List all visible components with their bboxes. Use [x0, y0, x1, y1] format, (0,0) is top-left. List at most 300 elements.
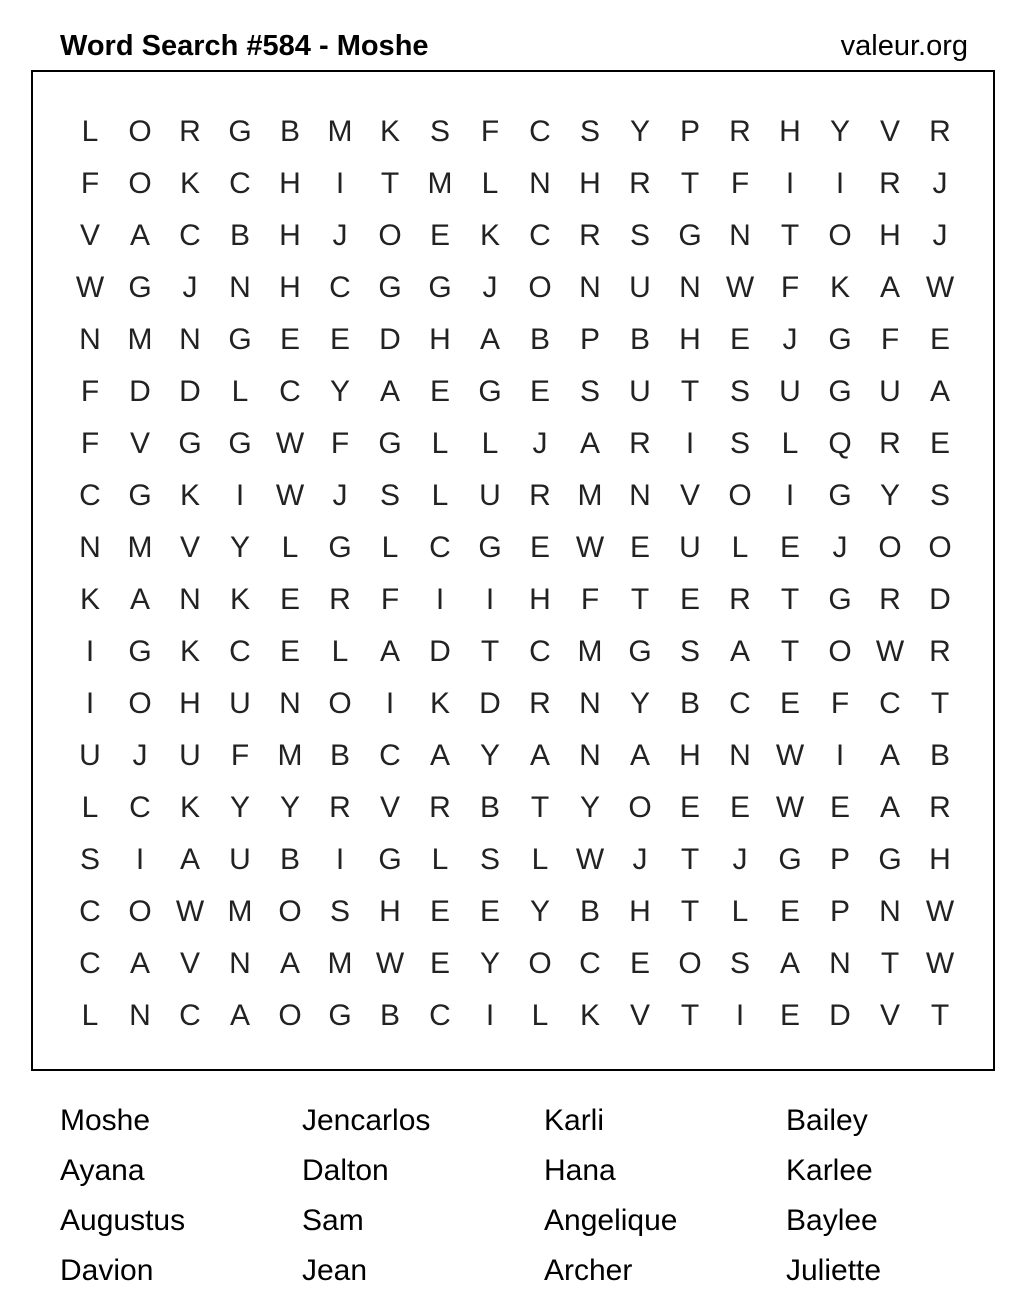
grid-cell[interactable]: C [79, 895, 101, 928]
grid-cell[interactable]: T [680, 999, 700, 1032]
grid-cell[interactable]: I [485, 583, 495, 616]
grid-cell[interactable]: O [628, 791, 652, 824]
grid-cell[interactable]: A [879, 791, 900, 824]
grid-cell[interactable]: Y [879, 479, 900, 512]
grid-cell[interactable]: W [925, 895, 955, 928]
grid-cell[interactable]: U [179, 739, 201, 772]
grid-cell[interactable]: O [528, 271, 552, 304]
grid-cell[interactable]: F [830, 687, 850, 720]
grid-cell[interactable]: A [229, 999, 250, 1032]
grid-cell[interactable]: C [79, 479, 101, 512]
grid-cell[interactable]: I [135, 843, 145, 876]
grid-cell[interactable]: E [529, 375, 550, 408]
grid-cell[interactable]: E [279, 635, 300, 668]
grid-cell[interactable]: S [629, 219, 650, 252]
grid-cell[interactable]: T [930, 999, 950, 1032]
grid-cell[interactable]: A [129, 219, 150, 252]
grid-cell[interactable]: O [878, 531, 902, 564]
grid-cell[interactable]: C [429, 999, 451, 1032]
grid-cell[interactable]: C [879, 687, 901, 720]
grid-cell[interactable]: B [279, 115, 300, 148]
grid-cell[interactable]: U [879, 375, 901, 408]
grid-cell[interactable]: N [579, 739, 601, 772]
grid-cell[interactable]: L [481, 427, 499, 460]
grid-cell[interactable]: F [880, 323, 900, 356]
grid-cell[interactable]: O [378, 219, 402, 252]
grid-cell[interactable]: M [127, 323, 153, 356]
grid-cell[interactable]: B [329, 739, 350, 772]
grid-cell[interactable]: G [378, 843, 402, 876]
grid-cell[interactable]: C [529, 219, 551, 252]
grid-cell[interactable]: W [275, 427, 305, 460]
grid-cell[interactable]: L [81, 115, 99, 148]
grid-cell[interactable]: L [531, 843, 549, 876]
grid-cell[interactable]: B [529, 323, 550, 356]
grid-cell[interactable]: C [529, 115, 551, 148]
grid-cell[interactable]: O [928, 531, 952, 564]
grid-cell[interactable]: V [629, 999, 650, 1032]
grid-cell[interactable]: Y [579, 791, 600, 824]
grid-cell[interactable]: K [179, 791, 200, 824]
grid-cell[interactable]: D [929, 583, 951, 616]
grid-cell[interactable]: A [429, 739, 450, 772]
grid-cell[interactable]: G [828, 583, 852, 616]
grid-cell[interactable]: E [929, 427, 950, 460]
grid-cell[interactable]: R [879, 583, 901, 616]
grid-cell[interactable]: Y [529, 895, 550, 928]
grid-cell[interactable]: O [278, 999, 302, 1032]
grid-cell[interactable]: S [679, 635, 700, 668]
grid-cell[interactable]: J [532, 427, 548, 460]
grid-cell[interactable]: L [231, 375, 249, 408]
grid-cell[interactable]: W [575, 531, 605, 564]
grid-cell[interactable]: F [580, 583, 600, 616]
grid-cell[interactable]: R [929, 635, 951, 668]
grid-cell[interactable]: C [229, 635, 251, 668]
grid-cell[interactable]: F [730, 167, 750, 200]
grid-cell[interactable]: C [179, 219, 201, 252]
grid-cell[interactable]: S [579, 375, 600, 408]
site-name[interactable]: valeur.org [840, 30, 968, 62]
grid-cell[interactable]: G [778, 843, 802, 876]
grid-cell[interactable]: J [632, 843, 648, 876]
grid-cell[interactable]: N [229, 947, 251, 980]
grid-cell[interactable]: U [629, 375, 651, 408]
grid-cell[interactable]: I [335, 843, 345, 876]
grid-cell[interactable]: N [279, 687, 301, 720]
grid-cell[interactable]: L [481, 167, 499, 200]
grid-cell[interactable]: A [179, 843, 200, 876]
grid-cell[interactable]: U [479, 479, 501, 512]
grid-cell[interactable]: I [85, 687, 95, 720]
grid-cell[interactable]: B [679, 687, 700, 720]
grid-cell[interactable]: W [925, 271, 955, 304]
grid-cell[interactable]: K [179, 635, 200, 668]
grid-cell[interactable]: S [429, 115, 450, 148]
grid-cell[interactable]: A [879, 271, 900, 304]
grid-cell[interactable]: F [780, 271, 800, 304]
grid-cell[interactable]: E [279, 583, 300, 616]
grid-cell[interactable]: T [680, 895, 700, 928]
grid-cell[interactable]: J [182, 271, 198, 304]
grid-cell[interactable]: F [380, 583, 400, 616]
grid-cell[interactable]: E [529, 531, 550, 564]
grid-cell[interactable]: H [879, 219, 901, 252]
grid-cell[interactable]: K [829, 271, 850, 304]
grid-cell[interactable]: O [528, 947, 552, 980]
grid-cell[interactable]: W [925, 947, 955, 980]
grid-cell[interactable]: N [179, 583, 201, 616]
grid-cell[interactable]: I [735, 999, 745, 1032]
grid-cell[interactable]: R [929, 115, 951, 148]
grid-cell[interactable]: E [479, 895, 500, 928]
grid-cell[interactable]: T [680, 843, 700, 876]
grid-cell[interactable]: O [828, 635, 852, 668]
grid-cell[interactable]: L [281, 531, 299, 564]
grid-cell[interactable]: E [679, 791, 700, 824]
grid-cell[interactable]: J [782, 323, 798, 356]
grid-cell[interactable]: G [178, 427, 202, 460]
grid-cell[interactable]: G [378, 271, 402, 304]
grid-cell[interactable]: T [630, 583, 650, 616]
grid-cell[interactable]: R [429, 791, 451, 824]
grid-cell[interactable]: W [275, 479, 305, 512]
grid-cell[interactable]: T [380, 167, 400, 200]
grid-cell[interactable]: W [75, 271, 105, 304]
grid-cell[interactable]: O [128, 167, 152, 200]
grid-cell[interactable]: C [429, 531, 451, 564]
grid-cell[interactable]: H [679, 739, 701, 772]
grid-cell[interactable]: A [529, 739, 550, 772]
grid-cell[interactable]: G [878, 843, 902, 876]
grid-cell[interactable]: U [229, 843, 251, 876]
grid-cell[interactable]: I [835, 167, 845, 200]
grid-cell[interactable]: W [775, 791, 805, 824]
grid-cell[interactable]: Q [828, 427, 852, 460]
grid-cell[interactable]: G [328, 999, 352, 1032]
grid-cell[interactable]: Y [479, 739, 500, 772]
grid-cell[interactable]: L [431, 843, 449, 876]
grid-cell[interactable]: E [329, 323, 350, 356]
grid-cell[interactable]: A [729, 635, 750, 668]
grid-cell[interactable]: W [725, 271, 755, 304]
grid-cell[interactable]: M [427, 167, 453, 200]
grid-cell[interactable]: N [79, 323, 101, 356]
grid-cell[interactable]: A [779, 947, 800, 980]
grid-cell[interactable]: G [228, 115, 252, 148]
grid-cell[interactable]: E [429, 375, 450, 408]
grid-cell[interactable]: R [329, 791, 351, 824]
grid-cell[interactable]: A [129, 583, 150, 616]
grid-cell[interactable]: G [828, 375, 852, 408]
grid-cell[interactable]: L [431, 427, 449, 460]
grid-cell[interactable]: A [629, 739, 650, 772]
grid-cell[interactable]: J [482, 271, 498, 304]
grid-cell[interactable]: G [428, 271, 452, 304]
grid-cell[interactable]: B [479, 791, 500, 824]
grid-cell[interactable]: B [629, 323, 650, 356]
grid-cell[interactable]: G [228, 427, 252, 460]
grid-cell[interactable]: G [328, 531, 352, 564]
grid-cell[interactable]: G [828, 323, 852, 356]
grid-cell[interactable]: Y [279, 791, 300, 824]
grid-cell[interactable]: M [227, 895, 253, 928]
grid-cell[interactable]: U [779, 375, 801, 408]
grid-cell[interactable]: G [628, 635, 652, 668]
grid-cell[interactable]: J [332, 219, 348, 252]
grid-cell[interactable]: T [930, 687, 950, 720]
grid-cell[interactable]: R [879, 167, 901, 200]
grid-cell[interactable]: E [629, 531, 650, 564]
grid-cell[interactable]: I [685, 427, 695, 460]
grid-cell[interactable]: T [480, 635, 500, 668]
grid-cell[interactable]: I [435, 583, 445, 616]
grid-cell[interactable]: P [829, 895, 850, 928]
grid-cell[interactable]: D [829, 999, 851, 1032]
grid-cell[interactable]: I [835, 739, 845, 772]
grid-cell[interactable]: T [780, 635, 800, 668]
grid-cell[interactable]: D [379, 323, 401, 356]
grid-cell[interactable]: G [678, 219, 702, 252]
grid-cell[interactable]: H [679, 323, 701, 356]
grid-cell[interactable]: M [577, 479, 603, 512]
grid-cell[interactable]: H [279, 271, 301, 304]
grid-cell[interactable]: S [929, 479, 950, 512]
grid-cell[interactable]: F [80, 167, 100, 200]
grid-cell[interactable]: S [479, 843, 500, 876]
grid-cell[interactable]: Y [829, 115, 850, 148]
grid-cell[interactable]: K [579, 999, 600, 1032]
grid-cell[interactable]: N [79, 531, 101, 564]
grid-cell[interactable]: E [779, 531, 800, 564]
grid-cell[interactable]: I [335, 167, 345, 200]
grid-cell[interactable]: B [279, 843, 300, 876]
grid-cell[interactable]: V [179, 947, 200, 980]
grid-cell[interactable]: S [79, 843, 100, 876]
grid-cell[interactable]: A [929, 375, 950, 408]
grid-cell[interactable]: A [279, 947, 300, 980]
grid-cell[interactable]: K [179, 479, 200, 512]
grid-cell[interactable]: N [579, 271, 601, 304]
grid-cell[interactable]: C [279, 375, 301, 408]
grid-cell[interactable]: B [929, 739, 950, 772]
grid-cell[interactable]: B [379, 999, 400, 1032]
grid-cell[interactable]: E [779, 687, 800, 720]
grid-cell[interactable]: C [129, 791, 151, 824]
grid-cell[interactable]: R [529, 687, 551, 720]
grid-cell[interactable]: J [932, 219, 948, 252]
grid-cell[interactable]: N [729, 219, 751, 252]
grid-cell[interactable]: O [128, 687, 152, 720]
grid-cell[interactable]: P [679, 115, 700, 148]
grid-cell[interactable]: O [128, 895, 152, 928]
grid-cell[interactable]: E [829, 791, 850, 824]
grid-cell[interactable]: F [230, 739, 250, 772]
grid-cell[interactable]: A [479, 323, 500, 356]
grid-cell[interactable]: E [429, 895, 450, 928]
grid-cell[interactable]: O [828, 219, 852, 252]
grid-cell[interactable]: U [629, 271, 651, 304]
grid-cell[interactable]: V [379, 791, 400, 824]
grid-cell[interactable]: A [379, 375, 400, 408]
grid-cell[interactable]: N [879, 895, 901, 928]
grid-cell[interactable]: C [329, 271, 351, 304]
grid-cell[interactable]: M [327, 115, 353, 148]
grid-cell[interactable]: G [828, 479, 852, 512]
grid-cell[interactable]: D [479, 687, 501, 720]
grid-cell[interactable]: O [328, 687, 352, 720]
grid-cell[interactable]: I [235, 479, 245, 512]
grid-cell[interactable]: T [780, 583, 800, 616]
grid-cell[interactable]: R [629, 167, 651, 200]
grid-cell[interactable]: T [780, 219, 800, 252]
grid-cell[interactable]: O [278, 895, 302, 928]
grid-cell[interactable]: U [79, 739, 101, 772]
grid-cell[interactable]: E [279, 323, 300, 356]
grid-cell[interactable]: G [128, 271, 152, 304]
grid-cell[interactable]: L [331, 635, 349, 668]
grid-cell[interactable]: L [731, 531, 749, 564]
grid-cell[interactable]: T [880, 947, 900, 980]
grid-cell[interactable]: Y [479, 947, 500, 980]
grid-cell[interactable]: L [81, 999, 99, 1032]
grid-cell[interactable]: K [229, 583, 250, 616]
grid-cell[interactable]: V [129, 427, 150, 460]
grid-cell[interactable]: G [128, 479, 152, 512]
grid-cell[interactable]: F [330, 427, 350, 460]
grid-cell[interactable]: N [129, 999, 151, 1032]
grid-cell[interactable]: A [129, 947, 150, 980]
grid-cell[interactable]: H [779, 115, 801, 148]
grid-cell[interactable]: N [229, 271, 251, 304]
grid-cell[interactable]: K [429, 687, 450, 720]
grid-cell[interactable]: R [929, 791, 951, 824]
grid-cell[interactable]: V [179, 531, 200, 564]
grid-cell[interactable]: E [929, 323, 950, 356]
grid-cell[interactable]: L [81, 791, 99, 824]
grid-cell[interactable]: V [79, 219, 100, 252]
grid-cell[interactable]: N [829, 947, 851, 980]
grid-cell[interactable]: D [179, 375, 201, 408]
grid-cell[interactable]: E [429, 219, 450, 252]
grid-cell[interactable]: O [128, 115, 152, 148]
grid-cell[interactable]: A [379, 635, 400, 668]
grid-cell[interactable]: S [379, 479, 400, 512]
grid-cell[interactable]: E [729, 323, 750, 356]
grid-cell[interactable]: F [80, 427, 100, 460]
grid-cell[interactable]: B [579, 895, 600, 928]
grid-cell[interactable]: L [531, 999, 549, 1032]
grid-cell[interactable]: T [680, 375, 700, 408]
grid-cell[interactable]: S [729, 375, 750, 408]
grid-cell[interactable]: L [431, 479, 449, 512]
grid-cell[interactable]: R [729, 115, 751, 148]
grid-cell[interactable]: T [680, 167, 700, 200]
grid-cell[interactable]: H [929, 843, 951, 876]
grid-cell[interactable]: J [332, 479, 348, 512]
grid-cell[interactable]: R [879, 427, 901, 460]
grid-cell[interactable]: H [179, 687, 201, 720]
grid-cell[interactable]: J [832, 531, 848, 564]
grid-cell[interactable]: W [175, 895, 205, 928]
grid-cell[interactable]: H [279, 167, 301, 200]
grid-cell[interactable]: F [480, 115, 500, 148]
grid-cell[interactable]: L [731, 895, 749, 928]
grid-cell[interactable]: Y [229, 791, 250, 824]
grid-cell[interactable]: C [729, 687, 751, 720]
grid-cell[interactable]: G [478, 531, 502, 564]
grid-cell[interactable]: V [879, 999, 900, 1032]
grid-cell[interactable]: J [132, 739, 148, 772]
grid-cell[interactable]: C [229, 167, 251, 200]
grid-cell[interactable]: E [729, 791, 750, 824]
grid-cell[interactable]: M [127, 531, 153, 564]
grid-cell[interactable]: B [229, 219, 250, 252]
grid-cell[interactable]: H [429, 323, 451, 356]
grid-cell[interactable]: N [679, 271, 701, 304]
grid-cell[interactable]: H [529, 583, 551, 616]
grid-cell[interactable]: P [579, 323, 600, 356]
grid-cell[interactable]: T [530, 791, 550, 824]
grid-cell[interactable]: E [779, 999, 800, 1032]
grid-cell[interactable]: S [729, 947, 750, 980]
grid-cell[interactable]: R [329, 583, 351, 616]
grid-cell[interactable]: J [732, 843, 748, 876]
grid-cell[interactable]: I [785, 479, 795, 512]
grid-cell[interactable]: H [379, 895, 401, 928]
grid-cell[interactable]: C [379, 739, 401, 772]
grid-cell[interactable]: W [775, 739, 805, 772]
grid-cell[interactable]: N [729, 739, 751, 772]
grid-cell[interactable]: N [629, 479, 651, 512]
grid-cell[interactable]: I [85, 635, 95, 668]
grid-cell[interactable]: V [679, 479, 700, 512]
grid-cell[interactable]: W [575, 843, 605, 876]
grid-cell[interactable]: A [579, 427, 600, 460]
grid-cell[interactable]: R [529, 479, 551, 512]
grid-cell[interactable]: H [579, 167, 601, 200]
grid-cell[interactable]: H [629, 895, 651, 928]
grid-cell[interactable]: R [629, 427, 651, 460]
grid-cell[interactable]: P [829, 843, 850, 876]
grid-cell[interactable]: E [679, 583, 700, 616]
grid-cell[interactable]: S [729, 427, 750, 460]
grid-cell[interactable]: L [781, 427, 799, 460]
grid-cell[interactable]: O [728, 479, 752, 512]
grid-cell[interactable]: R [579, 219, 601, 252]
grid-cell[interactable]: D [129, 375, 151, 408]
grid-cell[interactable]: Y [629, 115, 650, 148]
grid-cell[interactable]: M [327, 947, 353, 980]
grid-cell[interactable]: F [80, 375, 100, 408]
grid-cell[interactable]: C [529, 635, 551, 668]
grid-cell[interactable]: V [879, 115, 900, 148]
grid-cell[interactable]: C [179, 999, 201, 1032]
grid-cell[interactable]: E [429, 947, 450, 980]
grid-cell[interactable]: A [879, 739, 900, 772]
grid-cell[interactable]: G [228, 323, 252, 356]
grid-cell[interactable]: R [729, 583, 751, 616]
grid-cell[interactable]: W [375, 947, 405, 980]
grid-cell[interactable]: M [277, 739, 303, 772]
grid-cell[interactable]: S [329, 895, 350, 928]
grid-cell[interactable]: E [629, 947, 650, 980]
grid-cell[interactable]: N [529, 167, 551, 200]
grid-cell[interactable]: K [379, 115, 400, 148]
grid-cell[interactable]: N [179, 323, 201, 356]
grid-cell[interactable]: I [385, 687, 395, 720]
grid-cell[interactable]: D [429, 635, 451, 668]
